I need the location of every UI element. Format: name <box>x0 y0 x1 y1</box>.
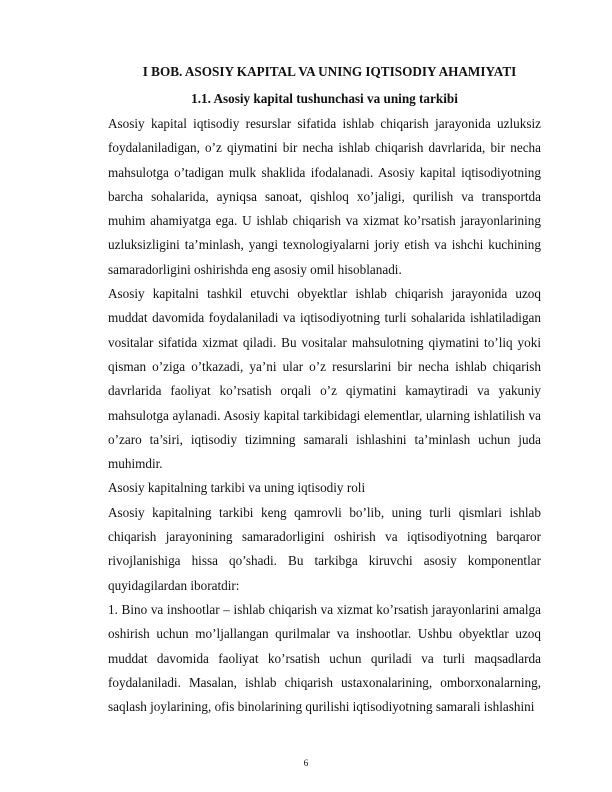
chapter-title: I BOB. ASOSIY KAPITAL VA UNING IQTISODIY AHAMIYATI <box>142 64 517 79</box>
paragraph-4: Asosiy kapitalning tarkibi keng qamrovli bo’lib, uning turli qismlari ishlab chiqarish jarayonining samaradorligini oshirish va iqtisodiyotning barqaror rivojlanishiga hissa qo’shadi. Bu tarkibga kiruvchi asosiy komponentlar quyidagilardan iboratdir: <box>108 504 541 593</box>
paragraph-2: Asosiy kapitalni tashkil etuvchi obyektlar ishlab chiqarish jarayonida uzoq muddat davomida foydalaniladi va iqtisodiyotning turli sohalarida ishlatiladigan vositalar sifatida xizmat qiladi. Bu vositalar mahsulotning qiymatini to’liq yoki qisman o’ziga o’tkazadi, ya’ni ular o’z resurslarini bir necha ishlab chiqarish davrlarida faoliyat ko’rsatish orqali o’z qiymatini kamaytiradi va yakuniy mahsulotga aylanadi. Asosiy kapital tarkibidagi elementlar, ularning ishlatilish va o’zaro ta’siri, iqtisodiy tizimning samarali ishlashini ta’minlash uchun juda muhimdir. <box>108 286 541 472</box>
section-title: 1.1. Asosiy kapital tushunchasi va uning tarkibi <box>191 91 458 106</box>
page-number: 6 <box>303 759 309 769</box>
body-text <box>108 112 541 719</box>
paragraph-5: 1. Bino va inshootlar – ishlab chiqarish va xizmat ko’rsatish jarayonlarini amalga oshirish uchun mo’ljallangan qurilmalar va inshootlar. Ushbu obyektlar uzoq muddat davomida faoliyat ko’rsatish uchun quriladi va turli maqsadlarda foydalaniladi. Masalan, ishlab chiqarish ustaxonalarining, omborxonalarning, saqlash joylarining, ofis binolarining qurilishi iqtisodiyotning samarali ishlashini <box>108 601 541 715</box>
paragraph-1: Asosiy kapital iqtisodiy resurslar sifatida ishlab chiqarish jarayonida uzluksiz foydalaniladigan, o’z qiymatini bir necha ishlab chiqarish davrlarida, bir necha mahsulotga o’tadigan mulk shaklida ifodalanadi. Asosiy kapital iqtisodiyotning barcha sohalarida, ayniqsa sanoat, qishloq xo’jaligi, qurilish va transportda muhim ahamiyatga ega. U ishlab chiqarish va xizmat ko’rsatish jarayonlarining uzluksizligini ta’minlash, yangi texnologiyalarni joriy etish va ishchi kuchining samaradorligini oshirishda eng asosiy omil hisoblanadi. <box>108 116 541 277</box>
paragraph-3-subheading: Asosiy kapitalning tarkibi va uning iqtisodiy roli <box>108 480 366 496</box>
